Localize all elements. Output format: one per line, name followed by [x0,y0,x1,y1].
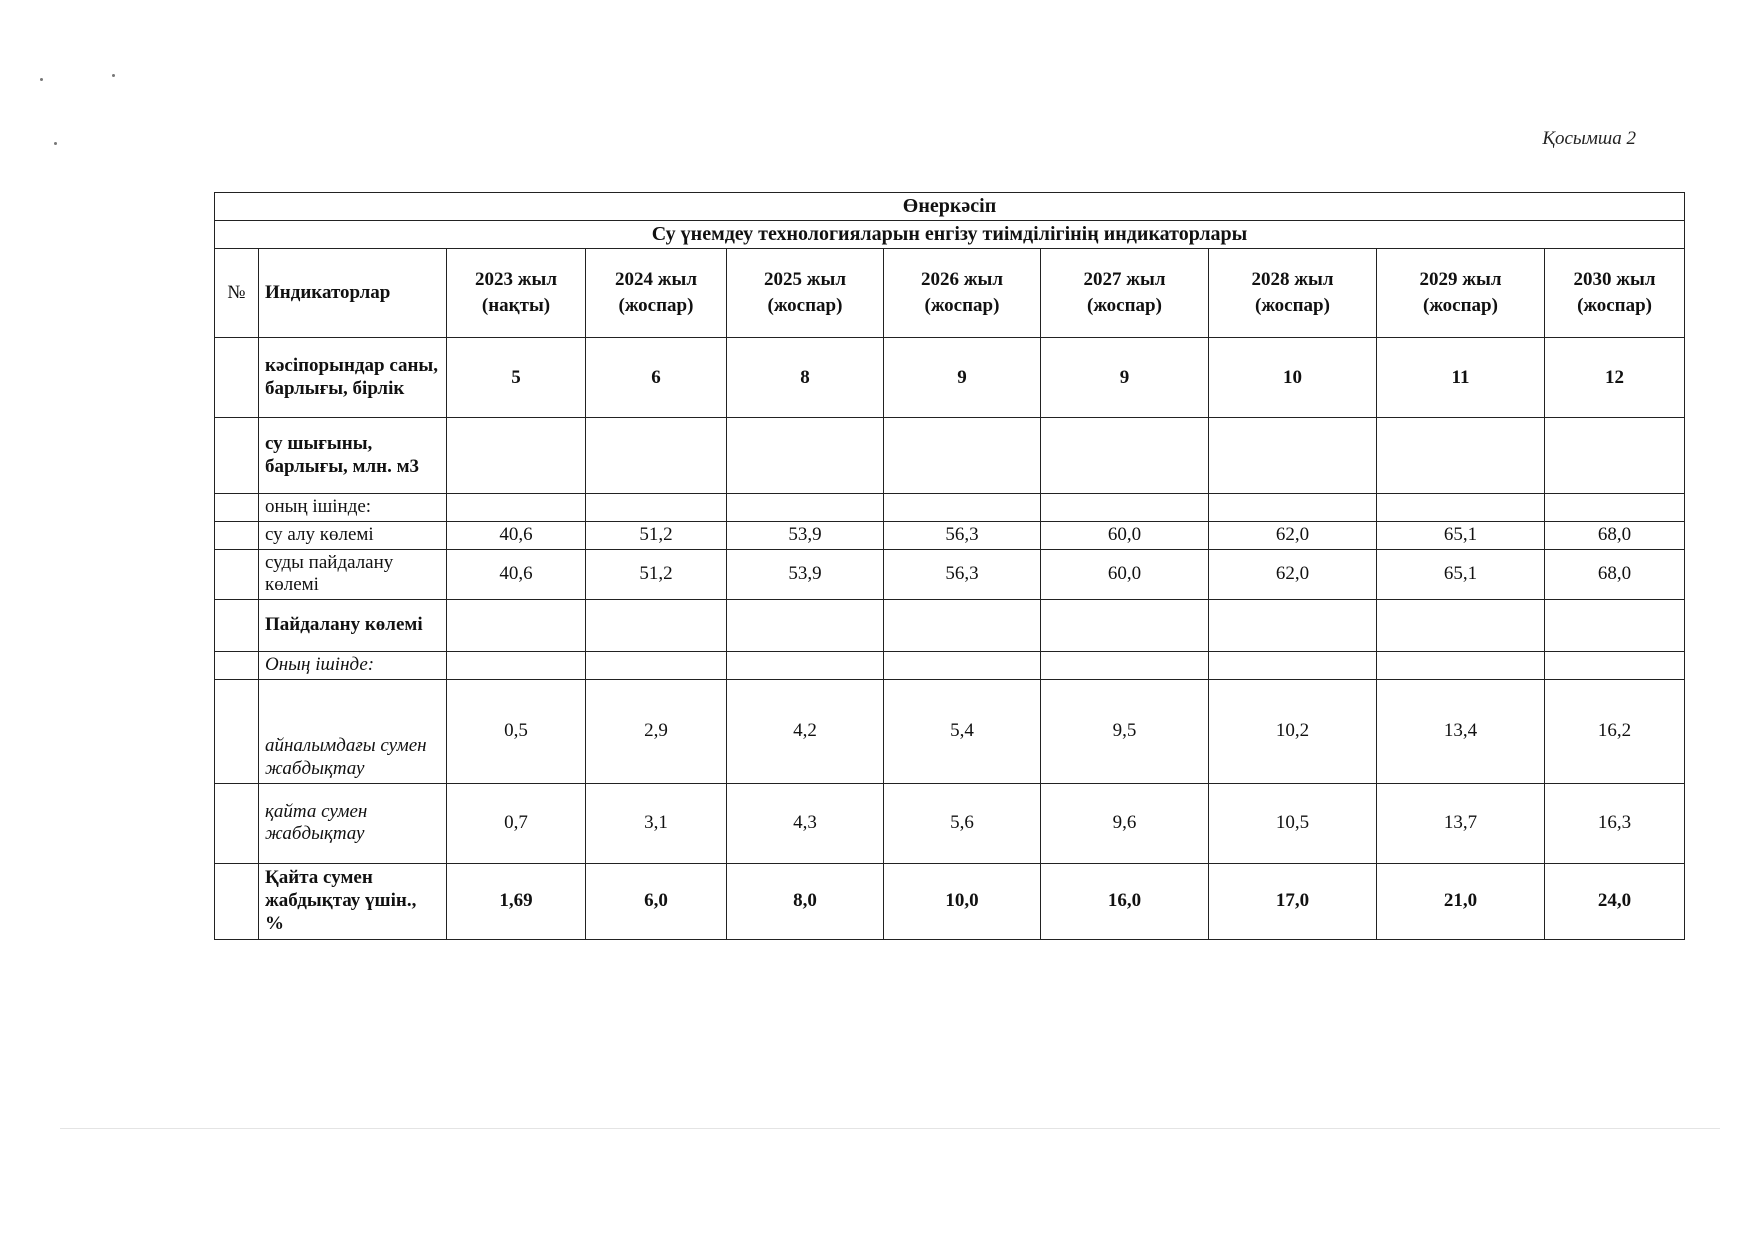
value-cell [1041,418,1209,494]
row-number-cell [215,338,259,418]
header-row [215,249,1685,338]
row-number-cell [215,679,259,783]
value-cell [586,494,727,522]
header-year-2024: 2024 жыл (жоспар) [586,249,727,338]
value-cell [1041,600,1209,652]
row-label: кәсіпорындар саны, барлығы, бірлік [259,338,447,418]
value-cell: 51,2 [586,549,727,600]
row-number-cell [215,652,259,680]
table-row-including [215,494,1685,522]
value-cell [447,418,586,494]
header-year-2030: 2030 жыл (жоспар) [1545,249,1685,338]
value-cell: 40,6 [447,521,586,549]
value-cell: 9,6 [1041,783,1209,863]
table-row-water-consumption [215,418,1685,494]
value-cell [1545,418,1685,494]
header-year-2026: 2026 жыл (жоспар) [884,249,1041,338]
value-cell: 16,3 [1545,783,1685,863]
section-title: Өнеркәсіп [215,193,1685,221]
row-label: айналымдағы сумен жабдықтау [259,679,447,783]
scan-edge-line [60,1128,1720,1129]
table-row-reuse-supply [215,783,1685,863]
value-cell: 13,7 [1377,783,1545,863]
value-cell: 16,2 [1545,679,1685,783]
header-year-2027: 2027 жыл (жоспар) [1041,249,1209,338]
value-cell: 24,0 [1545,863,1685,939]
value-cell: 0,7 [447,783,586,863]
value-cell [586,418,727,494]
value-cell [586,600,727,652]
header-number: № [215,249,259,338]
value-cell [1377,652,1545,680]
value-cell [1545,652,1685,680]
table-row-water-use [215,549,1685,600]
scan-speck [112,74,115,77]
value-cell: 6 [586,338,727,418]
row-number-cell [215,600,259,652]
value-cell [1377,494,1545,522]
value-cell: 60,0 [1041,549,1209,600]
value-cell: 17,0 [1209,863,1377,939]
row-label: оның ішінде: [259,494,447,522]
value-cell: 10,2 [1209,679,1377,783]
row-label: Оның ішінде: [259,652,447,680]
header-year-2023: 2023 жыл (нақты) [447,249,586,338]
table-row-including-italic [215,652,1685,680]
value-cell: 51,2 [586,521,727,549]
row-number-cell [215,863,259,939]
value-cell [727,600,884,652]
value-cell: 56,3 [884,549,1041,600]
value-cell [1377,418,1545,494]
header-year-2029: 2029 жыл (жоспар) [1377,249,1545,338]
row-number-cell [215,494,259,522]
value-cell: 10,5 [1209,783,1377,863]
value-cell: 5 [447,338,586,418]
value-cell [1545,494,1685,522]
value-cell [1209,494,1377,522]
value-cell [884,600,1041,652]
value-cell: 68,0 [1545,549,1685,600]
value-cell: 4,3 [727,783,884,863]
annex-label: Қосымша 2 [1542,128,1636,149]
table-row-reuse-percent [215,863,1685,939]
table-row-water-intake [215,521,1685,549]
indicators-table [214,192,1685,940]
value-cell: 8 [727,338,884,418]
value-cell [1041,494,1209,522]
header-year-2028: 2028 жыл (жоспар) [1209,249,1377,338]
value-cell: 53,9 [727,549,884,600]
value-cell: 10,0 [884,863,1041,939]
value-cell: 65,1 [1377,549,1545,600]
value-cell: 5,4 [884,679,1041,783]
value-cell [447,652,586,680]
value-cell: 5,6 [884,783,1041,863]
value-cell: 62,0 [1209,549,1377,600]
scan-speck [54,142,57,145]
value-cell [447,600,586,652]
value-cell: 53,9 [727,521,884,549]
value-cell: 3,1 [586,783,727,863]
value-cell: 65,1 [1377,521,1545,549]
value-cell: 4,2 [727,679,884,783]
row-label: су алу көлемі [259,521,447,549]
row-label: суды пайдалану көлемі [259,549,447,600]
value-cell [727,418,884,494]
value-cell: 16,0 [1041,863,1209,939]
value-cell: 60,0 [1041,521,1209,549]
value-cell: 0,5 [447,679,586,783]
header-year-2025: 2025 жыл (жоспар) [727,249,884,338]
value-cell [1377,600,1545,652]
value-cell: 9,5 [1041,679,1209,783]
value-cell: 62,0 [1209,521,1377,549]
value-cell: 2,9 [586,679,727,783]
value-cell: 21,0 [1377,863,1545,939]
value-cell: 56,3 [884,521,1041,549]
value-cell [1041,652,1209,680]
table-row-enterprises [215,338,1685,418]
value-cell [1209,652,1377,680]
value-cell [586,652,727,680]
table-row-circulating-supply [215,679,1685,783]
value-cell [447,494,586,522]
value-cell: 9 [1041,338,1209,418]
row-label: Қайта сумен жабдықтау үшін., % [259,863,447,939]
value-cell [884,418,1041,494]
value-cell [884,652,1041,680]
table-title: Су үнемдеу технологияларын енгізу тиімділігінің индикаторлары [215,221,1685,249]
value-cell: 11 [1377,338,1545,418]
value-cell [884,494,1041,522]
value-cell: 68,0 [1545,521,1685,549]
row-number-cell [215,549,259,600]
row-label: қайта сумен жабдықтау [259,783,447,863]
value-cell: 6,0 [586,863,727,939]
value-cell: 10 [1209,338,1377,418]
value-cell [1209,600,1377,652]
value-cell: 9 [884,338,1041,418]
value-cell [1545,600,1685,652]
value-cell [727,652,884,680]
value-cell [727,494,884,522]
value-cell [1209,418,1377,494]
header-indicators: Индикаторлар [259,249,447,338]
value-cell: 1,69 [447,863,586,939]
row-number-cell [215,521,259,549]
row-number-cell [215,418,259,494]
row-label: су шығыны, барлығы, млн. м3 [259,418,447,494]
value-cell: 40,6 [447,549,586,600]
row-label: Пайдалану көлемі [259,600,447,652]
value-cell: 8,0 [727,863,884,939]
table-row-usage-volume [215,600,1685,652]
value-cell: 12 [1545,338,1685,418]
row-number-cell [215,783,259,863]
value-cell: 13,4 [1377,679,1545,783]
scan-speck [40,78,43,81]
